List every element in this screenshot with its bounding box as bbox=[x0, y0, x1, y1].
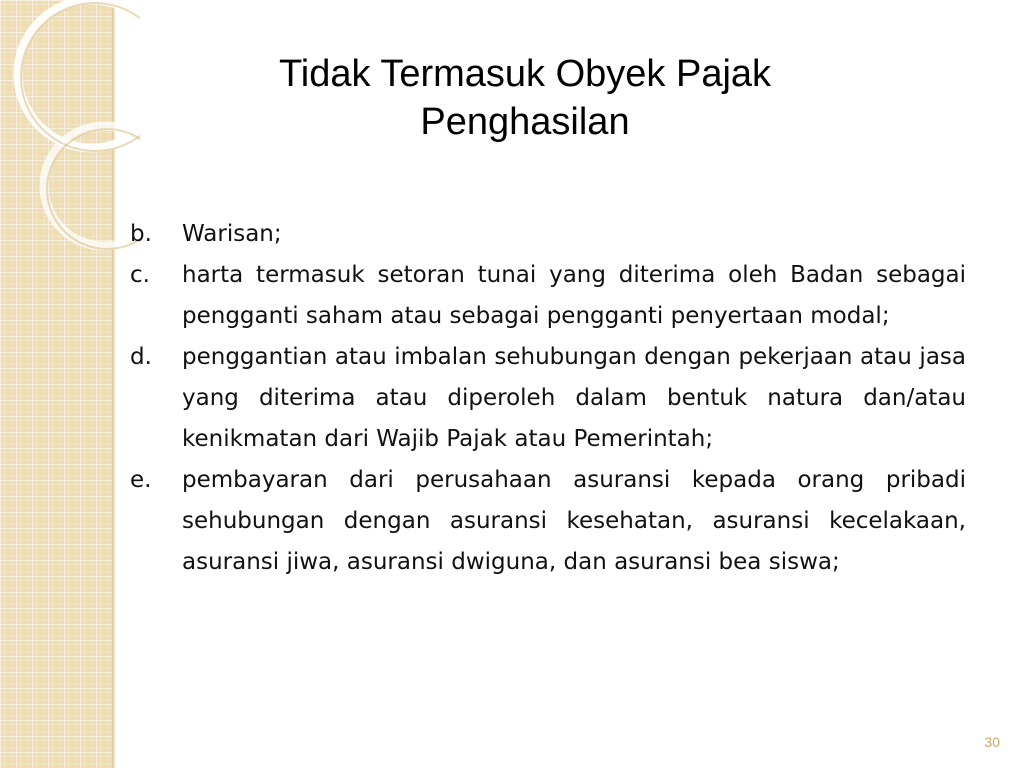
list-item-text: Warisan; bbox=[182, 221, 282, 247]
slide-title-line-1: Tidak Termasuk Obyek Pajak bbox=[278, 53, 772, 95]
list-item-e bbox=[130, 460, 966, 583]
list-item-text: penggantian atau imbalan sehubungan dengan pekerjaan atau jasa yang diterima atau diperoleh dalam bentuk natura dan/atau kenikmatan dari Wajib Pajak atau Pemerintah; bbox=[182, 344, 966, 452]
decorative-rings bbox=[0, 0, 140, 260]
list-item-letter: c. bbox=[130, 262, 150, 288]
item-list bbox=[130, 214, 966, 583]
list-item-c bbox=[130, 255, 966, 337]
list-item-letter: e. bbox=[130, 467, 152, 493]
list-item-letter: b. bbox=[130, 221, 152, 247]
list-item-letter: d. bbox=[130, 344, 152, 370]
page-number: 30 bbox=[984, 734, 1000, 750]
list-item-b bbox=[130, 214, 966, 255]
list-item-d bbox=[130, 337, 966, 460]
list-item-text: harta termasuk setoran tunai yang diterima oleh Badan sebagai pengganti saham atau sebagai pengganti penyertaan modal; bbox=[182, 262, 966, 329]
slide-title bbox=[200, 50, 850, 146]
slide-title-line-2: Penghasilan bbox=[420, 101, 630, 143]
list-item-text: pembayaran dari perusahaan asuransi kepada orang pribadi sehubungan dengan asuransi kesehatan, asuransi kecelakaan, asuransi jiwa, asuransi dwiguna, dan asuransi bea siswa; bbox=[182, 467, 966, 575]
